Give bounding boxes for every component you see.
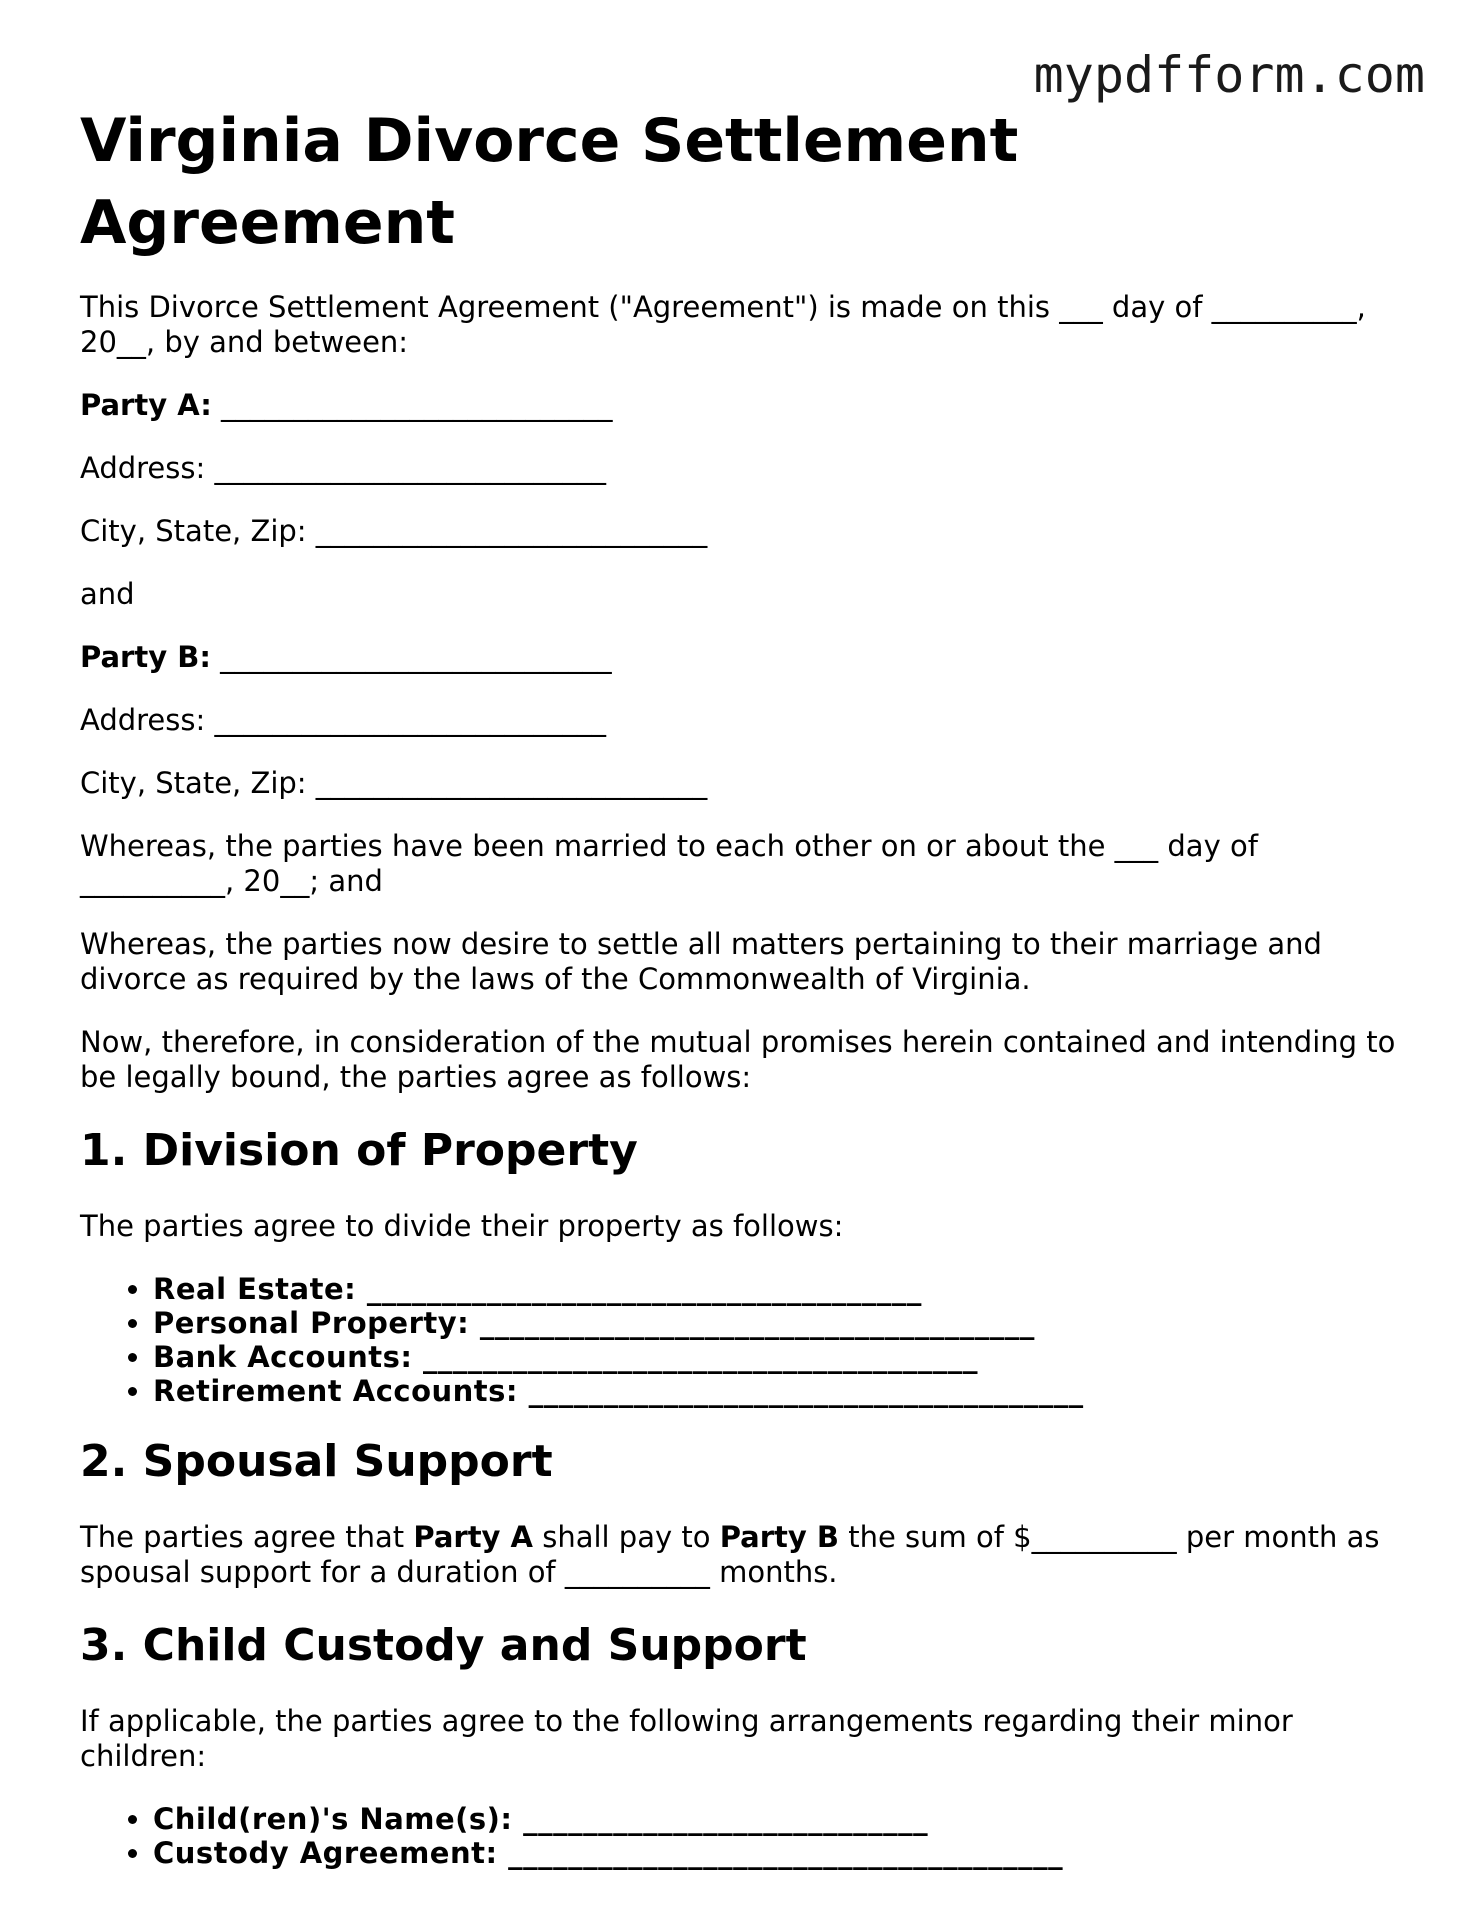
document-page [80,100,1400,1896]
and-text: and [80,577,135,611]
now-therefore-paragraph: Now, therefore, in consideration of the mutual promises herein contained and intending to be legally bound, the parties agree as follows: [80,1025,1396,1094]
section-3-heading: 3. Child Custody and Support [80,1620,807,1671]
section-2-heading: 2. Spousal Support [80,1436,553,1487]
spousal-support-paragraph [80,1520,1400,1590]
party-a-city-state-zip[interactable]: City, State, Zip: ___________________________ [80,514,708,548]
party-b-line [80,640,1400,675]
party-b-address[interactable]: Address: ___________________________ [80,703,606,737]
section-3-intro: If applicable, the parties agree to the following arrangements regarding their minor children: [80,1704,1293,1773]
party-a-address[interactable]: Address: ___________________________ [80,451,606,485]
section-1-heading: 1. Division of Property [80,1125,638,1176]
custody-list [80,1802,1400,1870]
spousal-text-2: shall pay to [533,1520,720,1554]
list-item-real-estate[interactable]: • Real Estate: _____________________________________ [153,1272,1400,1306]
party-a-line [80,388,1400,423]
property-list [80,1272,1400,1408]
party-a-label: Party A: [80,388,212,422]
list-item-bank-accounts[interactable]: • Bank Accounts: _____________________________________ [153,1340,1400,1374]
watermark: mypdfform.com [1033,46,1425,104]
intro-paragraph: This Divorce Settlement Agreement ("Agreement") is made on this ___ day of __________, 20__, by and between: [80,290,1366,359]
section-1-intro: The parties agree to divide their property as follows: [80,1209,844,1243]
spousal-party-a: Party A [413,1520,533,1554]
whereas-married-paragraph: Whereas, the parties have been married to each other on or about the ___ day of __________, 20__; and [80,829,1258,898]
party-b-name-blank[interactable]: ___________________________ [220,640,612,674]
spousal-text-3[interactable]: the sum of $__________ per month as spousal support for a duration of __________ months. [80,1520,1380,1589]
spousal-text-1: The parties agree that [80,1520,414,1554]
party-b-label: Party B: [80,640,211,674]
whereas-settle-paragraph: Whereas, the parties now desire to settle all matters pertaining to their marriage and divorce as required by the laws of the Commonwealth of Virginia. [80,927,1322,996]
list-item-custody-agreement[interactable]: • Custody Agreement: _____________________________________ [153,1836,1400,1870]
party-b-city-state-zip[interactable]: City, State, Zip: ___________________________ [80,766,708,800]
list-item-retirement-accounts[interactable]: • Retirement Accounts: _____________________________________ [153,1374,1400,1408]
list-item-personal-property[interactable]: • Personal Property: _____________________________________ [153,1306,1400,1340]
list-item-children-names[interactable]: • Child(ren)'s Name(s): ___________________________ [153,1802,1400,1836]
document-title: Virginia Divorce Settlement Agreement [80,106,1019,258]
party-a-name-blank[interactable]: ___________________________ [221,388,613,422]
spousal-party-b: Party B [719,1520,840,1554]
